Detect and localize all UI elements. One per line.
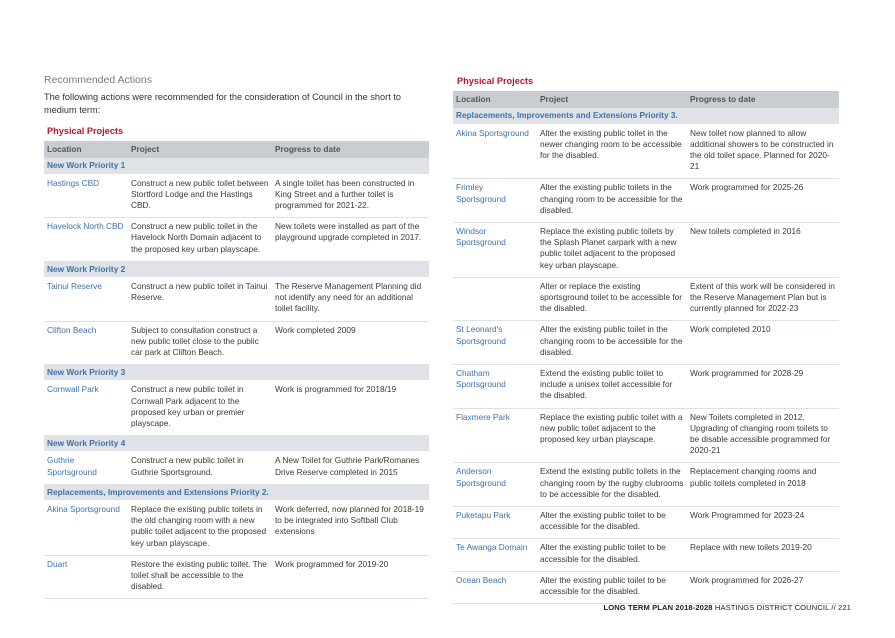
table-row	[453, 463, 839, 507]
table-row	[453, 124, 839, 179]
location-cell: Cornwall Park	[44, 381, 128, 436]
location-cell: Frimley Sportsground	[453, 179, 537, 223]
footer-plan-title: LONG TERM PLAN 2018-2028	[603, 603, 713, 612]
location-cell: Tainui Reserve	[44, 277, 128, 321]
priority-group-row	[453, 108, 839, 124]
location-cell: St Leonard's Sportsground	[453, 321, 537, 365]
project-cell: Construct a new public toilet in Guthrie Sportsground.	[128, 452, 272, 484]
location-cell: Chatham Sportsground	[453, 364, 537, 408]
location-cell: Te Awanga Domain	[453, 539, 537, 571]
progress-cell: Replace with new toilets 2019-20	[687, 539, 839, 571]
location-cell: Duart	[44, 555, 128, 599]
table-row	[453, 506, 839, 538]
project-cell: Alter or replace the existing sportsground toilet to be accessible for the disabled.	[537, 277, 687, 321]
column-header-progress: Progress to date	[687, 91, 839, 108]
table-header-row	[44, 141, 429, 158]
project-cell: Replace the existing public toilet with a new public toilet adjacent to the proposed key urban playscape.	[537, 408, 687, 463]
progress-cell: Work programmed for 2019-20	[272, 555, 429, 599]
priority-group-row	[44, 365, 429, 381]
priority-group-row	[44, 484, 429, 500]
project-cell: Construct a new public toilet in the Havelock North Domain adjacent to the proposed key urban playscape.	[128, 218, 272, 262]
project-cell: Construct a new public toilet in Tainui Reserve.	[128, 277, 272, 321]
footer-council-name: HASTINGS DISTRICT COUNCIL	[714, 603, 830, 612]
location-cell	[453, 277, 537, 321]
table-row	[453, 539, 839, 571]
progress-cell: Work programmed for 2026-27	[687, 571, 839, 603]
column-header-progress: Progress to date	[272, 141, 429, 158]
progress-cell: Extent of this work will be considered in the Reserve Management Plan but is currently planned for 2022-23	[687, 277, 839, 321]
location-cell: Windsor Sportsground	[453, 222, 537, 277]
priority-group-label: New Work Priority 1	[44, 158, 429, 174]
location-cell: Anderson Sportsground	[453, 463, 537, 507]
left-physical-projects-title: Physical Projects	[47, 126, 124, 136]
location-cell: Ocean Beach	[453, 571, 537, 603]
project-cell: Alter the existing public toilet in the newer changing room to be accessible for the disabled.	[537, 124, 687, 179]
table-row	[453, 321, 839, 365]
location-cell: Akina Sportsground	[453, 124, 537, 179]
project-cell: Alter the existing public toilet to be accessible for the disabled.	[537, 571, 687, 603]
project-cell: Alter the existing public toilets in the changing room to be accessible for the disabled.	[537, 179, 687, 223]
right-projects-table	[453, 91, 839, 604]
project-cell: Extend the existing public toilet to include a unisex toilet accessible for the disabled.	[537, 364, 687, 408]
table-row	[44, 277, 429, 321]
left-table-body	[44, 158, 429, 599]
intro-paragraph: The following actions were recommended for the consideration of Council in the short to medium term:	[44, 92, 401, 115]
table-row	[453, 571, 839, 603]
progress-cell: Work is programmed for 2018/19	[272, 381, 429, 436]
column-header-location: Location	[453, 91, 537, 108]
table-row	[453, 277, 839, 321]
priority-group-row	[44, 436, 429, 452]
priority-group-row	[44, 261, 429, 277]
priority-group-label: Replacements, Improvements and Extensions Priority 3.	[453, 108, 839, 124]
location-cell: Puketapu Park	[453, 506, 537, 538]
left-projects-table	[44, 141, 429, 599]
priority-group-label: New Work Priority 2	[44, 261, 429, 277]
priority-group-label: New Work Priority 4	[44, 436, 429, 452]
progress-cell: Work completed 2010	[687, 321, 839, 365]
project-cell: Replace the existing public toilets in the old changing room with a new public toilet adjacent to the proposed key urban playscape.	[128, 500, 272, 555]
location-cell: Akina Sportsground	[44, 500, 128, 555]
table-row	[44, 452, 429, 484]
right-table-body	[453, 108, 839, 604]
table-row	[44, 321, 429, 365]
progress-cell: A New Toilet for Guthrie Park/Romanes Drive Reserve completed in 2015	[272, 452, 429, 484]
table-row	[44, 500, 429, 555]
progress-cell: Replacement changing rooms and public toilets completed in 2018	[687, 463, 839, 507]
location-cell: Flaxmere Park	[453, 408, 537, 463]
progress-cell: New toilets were installed as part of the playground upgrade completed in 2017.	[272, 218, 429, 262]
table-row	[44, 381, 429, 436]
right-physical-projects-title: Physical Projects	[457, 76, 534, 86]
table-row	[453, 222, 839, 277]
progress-cell: A single toilet has been constructed in King Street and a further toilet is programmed for 2021-22.	[272, 174, 429, 218]
table-row	[453, 408, 839, 463]
progress-cell: New Toilets completed in 2012. Upgrading of changing room toilets to be disable accessible programmed for 2020-21	[687, 408, 839, 463]
progress-cell: The Reserve Management Planning did not identify any need for an additional toilet facility.	[272, 277, 429, 321]
location-cell: Clifton Beach	[44, 321, 128, 365]
project-cell: Extend the existing public toilets in the changing room by the rugby clubrooms to be accessible for the disabled.	[537, 463, 687, 507]
project-cell: Subject to consultation construct a new public toilet close to the public car park at Clifton Beach.	[128, 321, 272, 365]
table-row	[453, 364, 839, 408]
progress-cell: Work deferred, now planned for 2018-19 to be integrated into Softball Club extensions	[272, 500, 429, 555]
column-header-project: Project	[537, 91, 687, 108]
column-header-location: Location	[44, 141, 128, 158]
location-cell: Havelock North CBD	[44, 218, 128, 262]
progress-cell: Work Programmed for 2023-24	[687, 506, 839, 538]
progress-cell: Work programmed for 2028-29	[687, 364, 839, 408]
priority-group-label: Replacements, Improvements and Extensions Priority 2.	[44, 484, 429, 500]
column-header-project: Project	[128, 141, 272, 158]
project-cell: Alter the existing public toilet in the changing room to be accessible for the disabled.	[537, 321, 687, 365]
table-row	[44, 218, 429, 262]
footer-page-number: // 221	[831, 603, 851, 612]
priority-group-label: New Work Priority 3	[44, 365, 429, 381]
progress-cell: New toilets completed in 2016	[687, 222, 839, 277]
page-footer	[603, 603, 851, 612]
table-row	[453, 179, 839, 223]
table-row	[44, 555, 429, 599]
table-row	[44, 174, 429, 218]
project-cell: Alter the existing public toilet to be accessible for the disabled.	[537, 506, 687, 538]
progress-cell: New toilet now planned to allow additional showers to be constructed in the old toilet space. Planned for 2020-21	[687, 124, 839, 179]
location-cell: Guthrie Sportsground	[44, 452, 128, 484]
project-cell: Construct a new public toilet between Stortford Lodge and the Hastings CBD.	[128, 174, 272, 218]
progress-cell: Work programmed for 2025-26	[687, 179, 839, 223]
section-heading: Recommended Actions	[44, 74, 152, 86]
project-cell: Construct a new public toilet in Cornwall Park adjacent to the proposed key urban or premier playscape.	[128, 381, 272, 436]
project-cell: Alter the existing public toilet to be accessible for the disabled.	[537, 539, 687, 571]
progress-cell: Work completed 2009	[272, 321, 429, 365]
location-cell: Hastings CBD	[44, 174, 128, 218]
project-cell: Replace the existing public toilets by the Splash Planet carpark with a new public toilet adjacent to the proposed key urban playscape.	[537, 222, 687, 277]
table-header-row	[453, 91, 839, 108]
priority-group-row	[44, 158, 429, 174]
project-cell: Restore the existing public toilet. The toilet shall be accessible to the disabled.	[128, 555, 272, 599]
